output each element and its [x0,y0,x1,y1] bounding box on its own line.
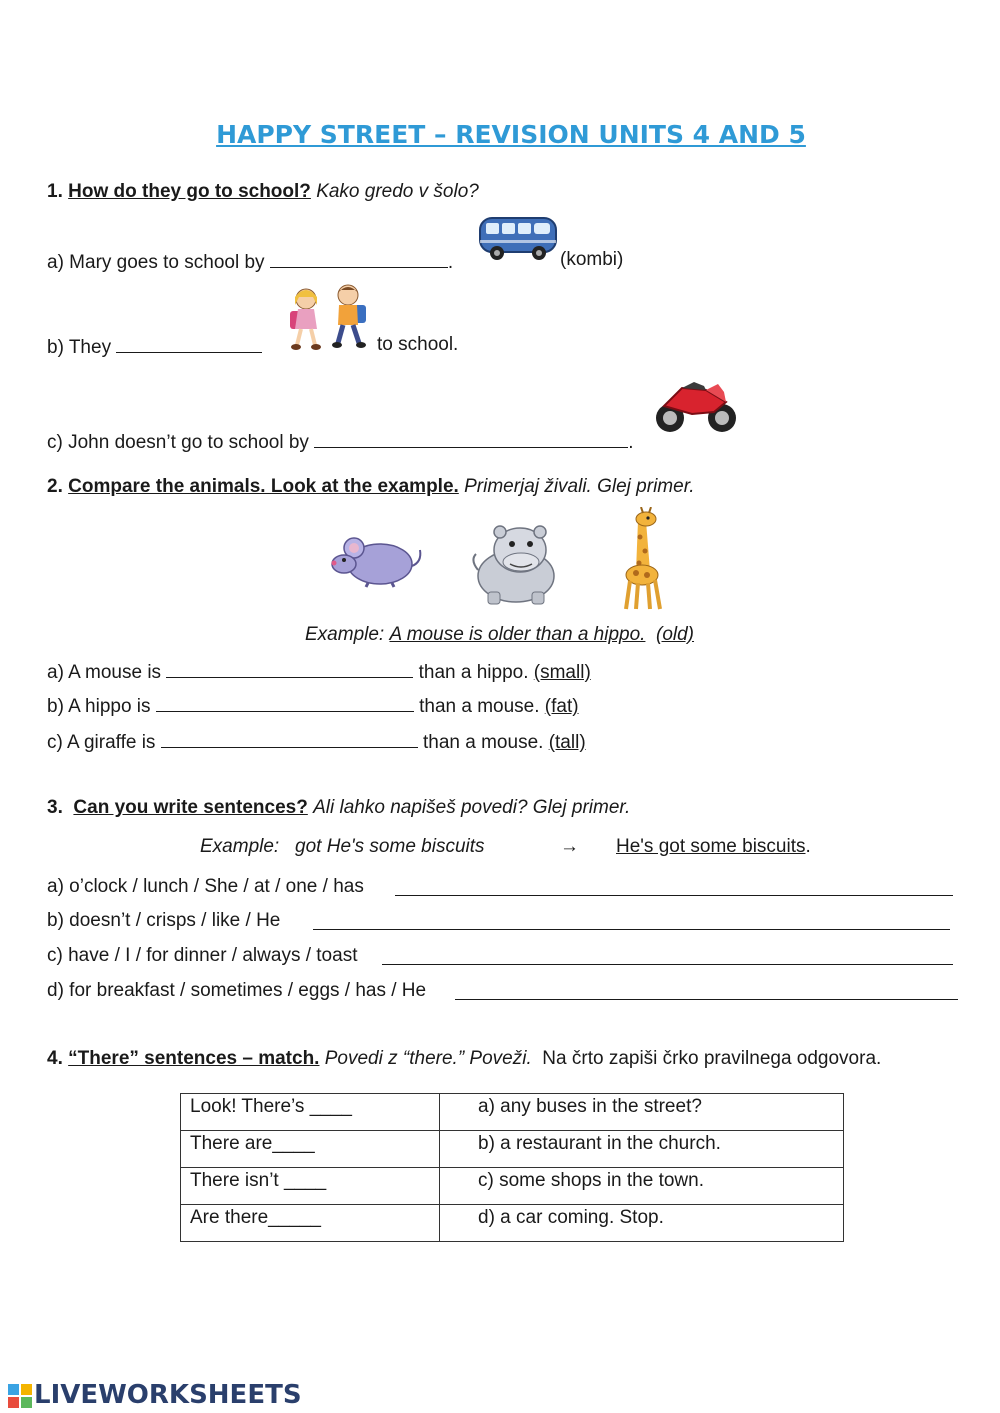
question-text: a) Mary goes to school by [47,252,265,273]
section-subtitle: Povedi z “there.” Poveži. [324,1048,532,1069]
question-text: b) A hippo is [47,696,151,717]
answer-blank[interactable] [314,429,628,448]
section-number: 4. [47,1048,63,1069]
question-text: a) o’clock / lunch / She / at / one / has [47,876,364,897]
example-label: Example: [305,624,385,645]
question-1b-end: to school. [377,334,459,355]
example-hint: (old) [656,624,695,645]
hippo-icon [470,520,562,606]
question-2c [47,729,586,754]
question-3c [47,945,357,967]
match-left[interactable]: Look! There’s ____ [181,1094,440,1131]
section-subtitle: Kako gredo v šolo? [316,181,479,202]
hint: (tall) [548,732,586,753]
table-row [181,1168,844,1205]
answer-line-3b[interactable] [313,911,950,930]
section-number: 2. [47,476,63,497]
motorbike-icon [652,376,740,436]
table-row [181,1205,844,1242]
question-text: b) They [47,337,112,358]
arrow-icon: → [560,836,579,857]
section-title: Compare the animals. Look at the example. [68,476,459,497]
question-end: than a mouse. [423,732,544,753]
question-2b [47,693,579,718]
hint: (fat) [544,696,579,717]
section-number: 1. [47,181,63,202]
liveworksheets-logo [8,1380,302,1410]
answer-blank[interactable] [270,249,448,268]
period: . [805,836,811,857]
section-title: “There” sentences – match. [68,1048,320,1069]
question-text: c) John doesn’t go to school by [47,432,309,453]
section-4-heading [47,1048,881,1070]
section-title: Can you write sentences? [73,797,308,818]
answer-line-3a[interactable] [395,877,953,896]
match-right: d) a car coming. Stop. [440,1205,844,1242]
example-label: Example: [200,836,280,857]
question-end: than a hippo. [418,662,529,683]
question-2a [47,659,591,684]
question-text: c) A giraffe is [47,732,156,753]
question-3d [47,980,426,1002]
mouse-icon [330,532,424,588]
answer-blank[interactable] [156,693,414,712]
question-3a [47,876,364,898]
section-3-example [200,836,485,858]
match-left[interactable]: There isn’t ____ [181,1168,440,1205]
match-table [180,1093,844,1242]
match-left[interactable]: There are____ [181,1131,440,1168]
section-subtitle: Ali lahko napišeš povedi? Glej primer. [313,797,631,818]
giraffe-icon [614,507,672,611]
question-text: c) have / I / for dinner / always / toast [47,945,358,966]
hint-kombi: (kombi) [560,249,624,270]
match-left[interactable]: Are there_____ [181,1205,440,1242]
example-sentence: A mouse is older than a hippo. [389,624,646,645]
match-right: a) any buses in the street? [440,1094,844,1131]
answer-line-3d[interactable] [455,981,958,1000]
match-right: c) some shops in the town. [440,1168,844,1205]
example-answer: He's got some biscuits [616,836,806,857]
question-text: b) doesn’t / crisps / like / He [47,910,281,931]
answer-blank[interactable] [161,729,418,748]
question-1a [47,249,453,274]
table-row [181,1094,844,1131]
question-end: than a mouse. [419,696,540,717]
section-title: How do they go to school? [68,181,311,202]
section-subtitle: Primerjaj živali. Glej primer. [464,476,695,497]
section-number: 3. [47,797,63,818]
section-3-heading [47,797,630,819]
answer-blank[interactable] [166,659,413,678]
answer-line-3c[interactable] [382,946,953,965]
question-1b [47,334,262,359]
section-2-heading [47,476,695,498]
van-icon [478,212,560,262]
page-title: HAPPY STREET – REVISION UNITS 4 AND 5 [216,120,806,149]
hint: (small) [533,662,591,683]
example-words: got He's some biscuits [295,836,485,857]
walking-children-icon [282,283,372,353]
question-text: d) for breakfast / sometimes / eggs / has / He [47,980,427,1001]
period: . [447,252,454,273]
section-3-example-answer [616,836,811,858]
section-1-heading [47,181,479,203]
period: . [628,432,634,453]
table-row [181,1131,844,1168]
answer-blank[interactable] [116,334,262,353]
match-right: b) a restaurant in the church. [440,1131,844,1168]
logo-blocks-icon [8,1384,32,1408]
brand-name: LIVEWORKSHEETS [34,1380,302,1410]
question-1c [47,429,634,454]
section-instruction: Na črto zapiši črko pravilnega odgovora. [542,1048,882,1069]
question-text: a) A mouse is [47,662,162,683]
question-3b [47,910,280,932]
section-2-example [305,624,694,646]
